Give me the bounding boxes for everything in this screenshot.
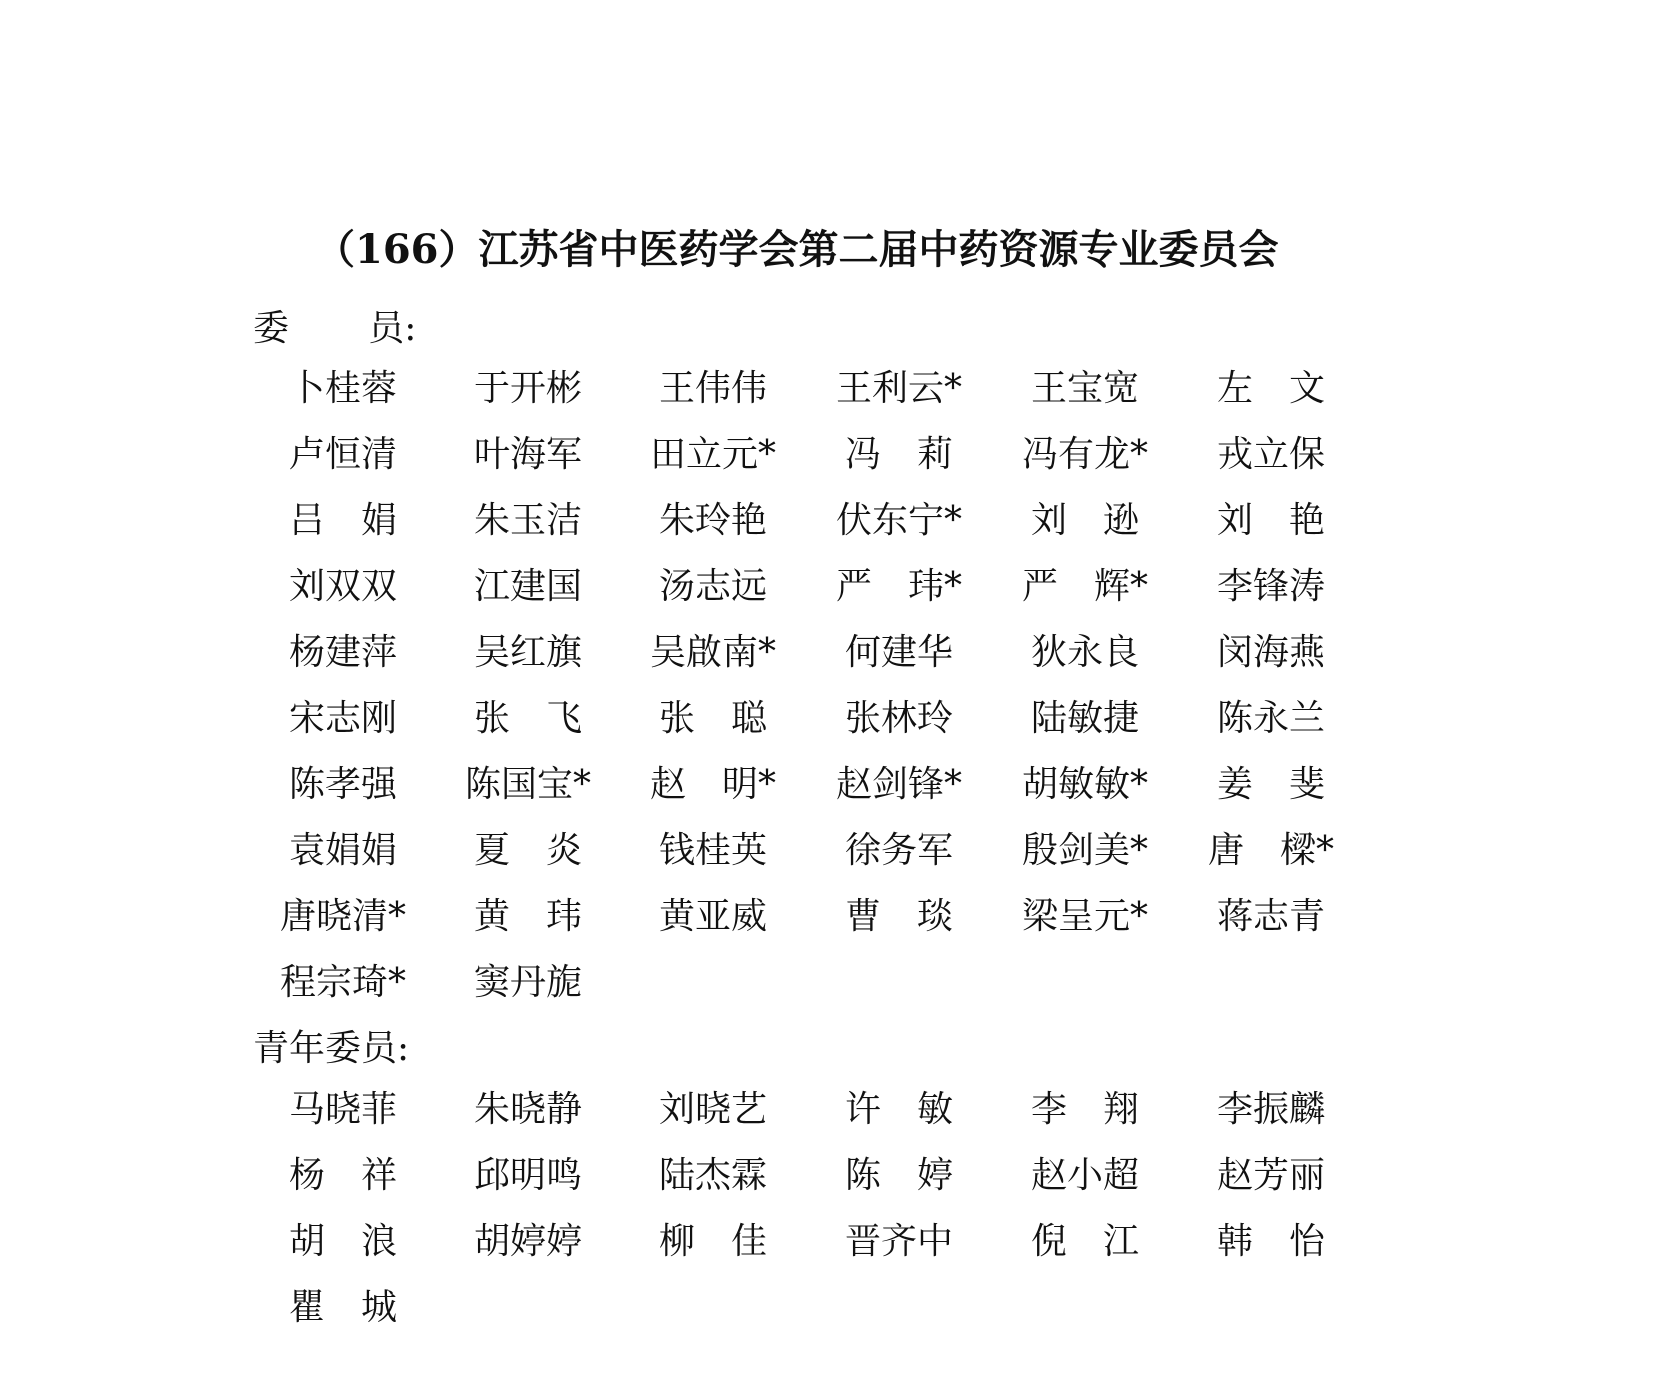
member-name: 严 玮*	[835, 566, 962, 607]
member-name: 瞿 城	[288, 1287, 397, 1328]
member-name: 黄亚威	[658, 896, 767, 937]
member-name: 胡 浪	[288, 1221, 397, 1262]
member-name: 张 飞	[473, 698, 582, 739]
name-row	[0, 554, 1654, 620]
member-name: 严 辉*	[1021, 566, 1148, 607]
member-name: 卜桂蓉	[288, 368, 397, 409]
member-name: 陆杰霖	[658, 1155, 767, 1196]
member-name: 胡敏敏*	[1021, 764, 1148, 805]
member-name: 夏 炎	[473, 830, 582, 871]
member-name: 胡婷婷	[473, 1221, 582, 1262]
name-row	[0, 1077, 1654, 1143]
member-name: 戎立保	[1216, 434, 1325, 475]
name-row	[0, 818, 1654, 884]
member-name: 唐晓清*	[279, 896, 406, 937]
member-name: 于开彬	[473, 368, 582, 409]
member-name: 陈孝强	[288, 764, 397, 805]
name-row	[0, 1143, 1654, 1209]
member-name: 倪 江	[1030, 1221, 1139, 1262]
member-name: 江建国	[473, 566, 582, 607]
member-name: 冯 莉	[844, 434, 953, 475]
name-row	[0, 1275, 1654, 1341]
member-name: 吕 娟	[288, 500, 397, 541]
member-name: 何建华	[844, 632, 953, 673]
member-name: 杨 祥	[288, 1155, 397, 1196]
page-title: （166）江苏省中医药学会第二届中药资源专业委员会	[315, 226, 1279, 273]
name-row	[0, 884, 1654, 950]
name-row	[0, 488, 1654, 554]
member-name: 张林玲	[844, 698, 953, 739]
member-name: 吴红旗	[473, 632, 582, 673]
member-name: 陈 婷	[844, 1155, 953, 1196]
member-name: 蒋志青	[1216, 896, 1325, 937]
section-label-youth-members: 青年委员:	[253, 1028, 410, 1069]
member-name: 张 聪	[658, 698, 767, 739]
member-name: 许 敏	[844, 1089, 953, 1130]
member-name: 黄 玮	[473, 896, 582, 937]
member-name: 马晓菲	[288, 1089, 397, 1130]
member-name: 杨建萍	[288, 632, 397, 673]
name-row	[0, 620, 1654, 686]
member-name: 窦丹旎	[473, 962, 582, 1003]
section-label-members-char-1: 委	[253, 308, 369, 349]
member-name: 伏东宁*	[835, 500, 962, 541]
member-name: 陈永兰	[1216, 698, 1325, 739]
section-label-members-char-2: 员:	[368, 308, 417, 349]
member-name: 殷剑美*	[1021, 830, 1148, 871]
member-name: 宋志刚	[288, 698, 397, 739]
member-name: 李振麟	[1216, 1089, 1325, 1130]
member-name: 左 文	[1216, 368, 1325, 409]
name-row	[0, 686, 1654, 752]
member-name: 汤志远	[658, 566, 767, 607]
member-name: 刘 逊	[1030, 500, 1139, 541]
member-name: 徐务军	[844, 830, 953, 871]
member-name: 赵芳丽	[1216, 1155, 1325, 1196]
member-name: 王宝宽	[1030, 368, 1139, 409]
member-name: 闵海燕	[1216, 632, 1325, 673]
member-name: 王利云*	[835, 368, 962, 409]
member-name: 刘双双	[288, 566, 397, 607]
member-name: 李锋涛	[1216, 566, 1325, 607]
member-name: 叶海军	[473, 434, 582, 475]
member-name: 朱玉洁	[473, 500, 582, 541]
member-name: 韩 怡	[1216, 1221, 1325, 1262]
section-label-members	[253, 300, 416, 351]
member-name: 冯有龙*	[1021, 434, 1148, 475]
member-name: 陆敏捷	[1030, 698, 1139, 739]
member-name: 柳 佳	[658, 1221, 767, 1262]
member-name: 田立元*	[649, 434, 776, 475]
member-name: 钱桂英	[658, 830, 767, 871]
member-name: 吴啟南*	[649, 632, 776, 673]
member-name: 狄永良	[1030, 632, 1139, 673]
member-name: 程宗琦*	[279, 962, 406, 1003]
member-name: 赵剑锋*	[835, 764, 962, 805]
member-name: 赵小超	[1030, 1155, 1139, 1196]
member-name: 袁娟娟	[288, 830, 397, 871]
member-name: 刘 艳	[1216, 500, 1325, 541]
member-name: 梁呈元*	[1021, 896, 1148, 937]
member-name: 刘晓艺	[658, 1089, 767, 1130]
member-name: 朱晓静	[473, 1089, 582, 1130]
member-name: 李 翔	[1030, 1089, 1139, 1130]
member-name: 邱明鸣	[473, 1155, 582, 1196]
member-name: 王伟伟	[658, 368, 767, 409]
member-name: 姜 斐	[1216, 764, 1325, 805]
name-row	[0, 950, 1654, 1016]
member-name: 唐 樑*	[1207, 830, 1334, 871]
member-name: 陈国宝*	[464, 764, 591, 805]
name-row	[0, 1209, 1654, 1275]
member-name: 赵 明*	[649, 764, 776, 805]
member-name: 朱玲艳	[658, 500, 767, 541]
member-name: 卢恒清	[288, 434, 397, 475]
name-row	[0, 752, 1654, 818]
name-row	[0, 422, 1654, 488]
member-name: 曹 琰	[844, 896, 953, 937]
member-name: 晋齐中	[844, 1221, 953, 1262]
name-row	[0, 356, 1654, 422]
